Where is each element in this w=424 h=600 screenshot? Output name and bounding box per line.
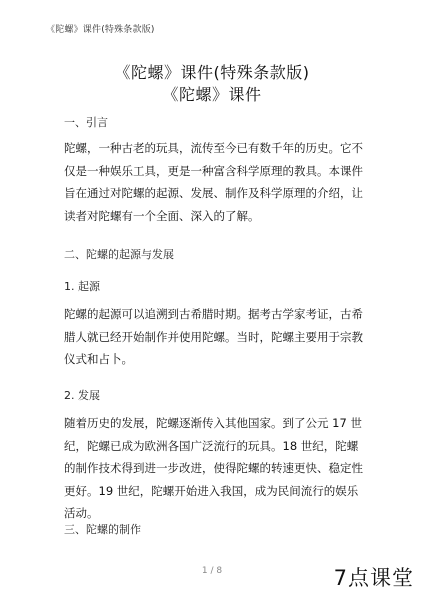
intro-paragraph: 陀螺，一种古老的玩具，流传至今已有数千年的历史。它不仅是一种娱乐工具，更是一种富含科学原理的教具。本课件旨在通过对陀螺的起源、发展、制作及科学原理的介绍，让读者对陀螺有一个全面、深入的了解。 [64, 141, 363, 223]
development-paragraph: 随着历史的发展，陀螺逐渐传入其他国家。到了公元 17 世纪，陀螺已成为欧洲各国广泛流行的玩具。18 世纪，陀螺的制作技术得到进一步改进，使得陀螺的转速更快、稳定性更好。19 世纪，陀螺开始进入我国，成为民间流行的娱乐活动。 [64, 416, 363, 520]
development-subheading: 2. 发展 [64, 389, 100, 402]
intro-heading: 一、引言 [64, 116, 108, 129]
origin-paragraph: 陀螺的起源可以追溯到古希腊时期。据考古学家考证，古希腊人就已经开始制作并使用陀螺。当时，陀螺主要用于宗教仪式和占卜。 [64, 307, 363, 366]
header-note: 《陀螺》课件(特殊条款版) [46, 25, 155, 35]
making-heading: 三、陀螺的制作 [64, 523, 141, 536]
document-subtitle: 《陀螺》课件 [162, 85, 262, 104]
origin-subheading: 1. 起源 [64, 280, 100, 293]
page-number: 1 / 8 [201, 566, 223, 576]
watermark-logo: 7点课堂 [333, 566, 414, 590]
origin-development-heading: 二、陀螺的起源与发展 [64, 248, 174, 261]
document-title: 《陀螺》课件(特殊条款版) [114, 63, 310, 82]
